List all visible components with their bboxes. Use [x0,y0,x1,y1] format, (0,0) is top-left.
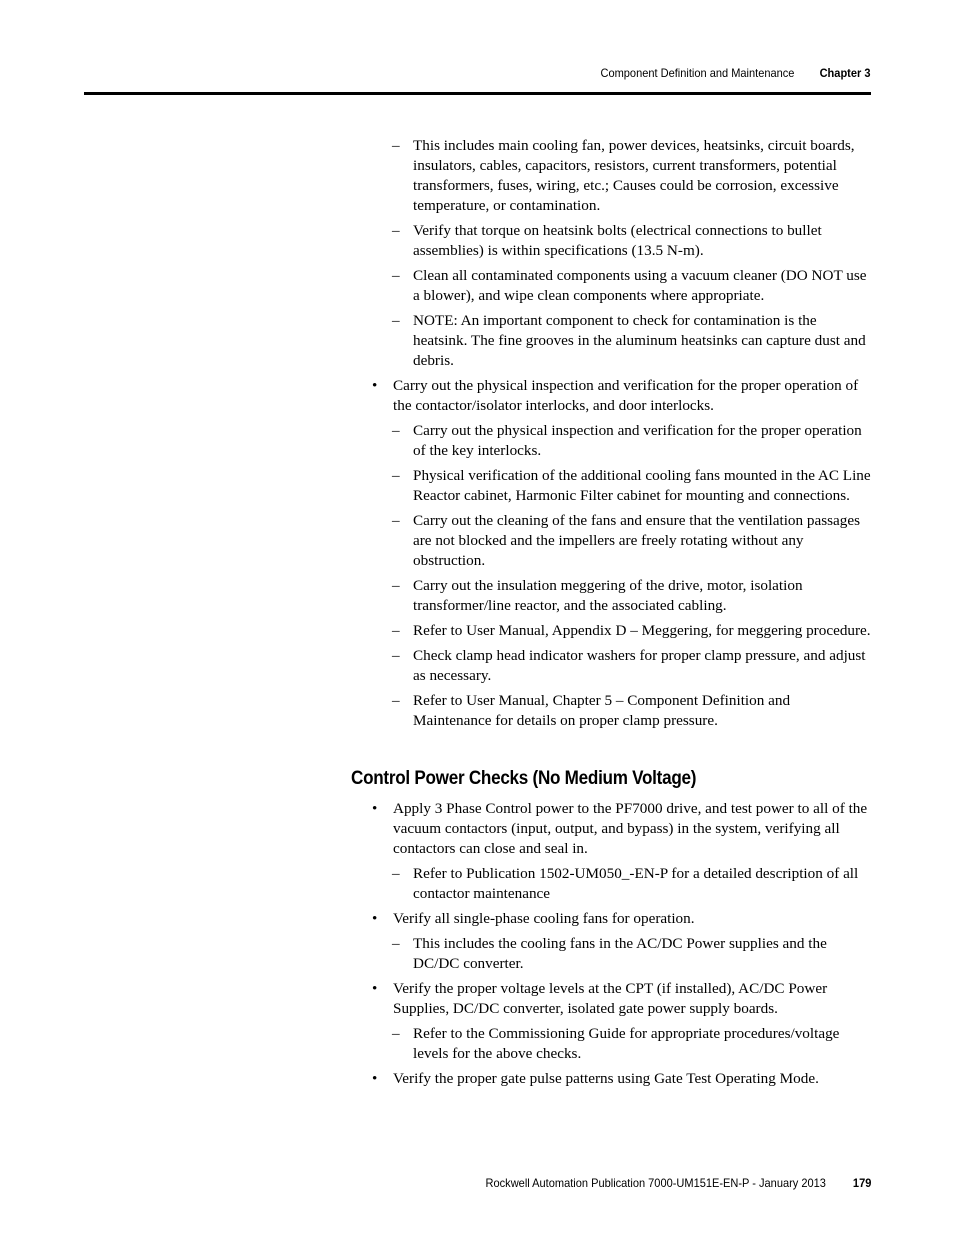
item-text: Refer to Publication 1502-UM050_-EN-P for a detailed description of all contactor maintenance [413,865,859,902]
running-header [601,66,871,80]
main-content [351,136,871,1094]
maintenance-list [351,136,871,731]
dash-marker: – [392,512,400,529]
item-text: This includes the cooling fans in the AC/DC Power supplies and the DC/DC converter. [413,935,827,972]
item-text: Verify all single-phase cooling fans for operation. [393,910,695,927]
header-section-title: Component Definition and Maintenance [600,66,795,80]
dash-marker: – [392,312,400,329]
dash-marker: – [392,692,400,709]
sub-item [351,511,871,571]
dash-marker: – [392,865,400,882]
sub-item [351,136,871,216]
header-chapter-label: Chapter 3 [820,66,871,80]
item-text: Carry out the physical inspection and verification for the proper operation of the contactor/isolator interlocks, and door interlocks. [393,377,859,414]
item-text: NOTE: An important component to check for contamination is the heatsink. The fine grooves in the aluminum heatsinks can capture dust and debris. [413,312,866,369]
bullet-marker: • [372,800,378,817]
bullet-item [351,909,871,929]
page-footer [485,1176,871,1190]
footer-publication: Rockwell Automation Publication 7000-UM151E-EN-P - January 2013 [485,1176,826,1190]
item-text: Carry out the physical inspection and verification for the proper operation of the key interlocks. [413,422,862,459]
item-text: Refer to User Manual, Appendix D – Meggering, for meggering procedure. [413,622,871,639]
sub-item [351,311,871,371]
item-text: This includes main cooling fan, power devices, heatsinks, circuit boards, insulators, cables, capacitors, resistors, current transformers, potential transformers, fuses, wiring, etc.; Causes could be corrosion, excessive temperature, or contamination. [413,137,855,214]
dash-marker: – [392,467,400,484]
page-number: 179 [852,1176,871,1190]
sub-item [351,576,871,616]
sub-item [351,1024,871,1064]
bullet-marker: • [372,980,378,997]
item-text: Clean all contaminated components using a vacuum cleaner (DO NOT use a blower), and wipe clean components where appropriate. [413,267,867,304]
sub-item [351,646,871,686]
item-text: Apply 3 Phase Control power to the PF7000 drive, and test power to all of the vacuum contactors (input, output, and bypass) in the system, verifying all contactors can close and seal in. [393,800,868,857]
sub-item [351,466,871,506]
control-power-checks-list [351,799,871,1089]
sub-item [351,266,871,306]
sub-item [351,691,871,731]
bullet-marker: • [372,1070,378,1087]
dash-marker: – [392,935,400,952]
item-text: Verify the proper voltage levels at the CPT (if installed), AC/DC Power Supplies, DC/DC converter, isolated gate power supply boards. [393,980,828,1017]
sub-item [351,621,871,641]
bullet-item [351,979,871,1019]
bullet-item [351,376,871,416]
item-text: Refer to User Manual, Chapter 5 – Component Definition and Maintenance for details on proper clamp pressure. [413,692,791,729]
bullet-marker: • [372,910,378,927]
dash-marker: – [392,577,400,594]
sub-item [351,221,871,261]
bullet-marker: • [372,377,378,394]
dash-marker: – [392,422,400,439]
item-text: Carry out the cleaning of the fans and ensure that the ventilation passages are not blocked and the impellers are freely rotating without any obstruction. [413,512,861,569]
item-text: Refer to the Commissioning Guide for appropriate procedures/voltage levels for the above checks. [413,1025,840,1062]
item-text: Check clamp head indicator washers for proper clamp pressure, and adjust as necessary. [413,647,866,684]
item-text: Physical verification of the additional cooling fans mounted in the AC Line Reactor cabinet, Harmonic Filter cabinet for mounting and connections. [413,467,871,504]
item-text: Verify the proper gate pulse patterns using Gate Test Operating Mode. [393,1070,819,1087]
dash-marker: – [392,267,400,284]
sub-item [351,421,871,461]
section-heading: Control Power Checks (No Medium Voltage) [351,768,697,789]
sub-item [351,934,871,974]
dash-marker: – [392,622,400,639]
dash-marker: – [392,222,400,239]
bullet-item [351,799,871,859]
bullet-item [351,1069,871,1089]
sub-item [351,864,871,904]
page-header [84,66,871,95]
item-text: Carry out the insulation meggering of the drive, motor, isolation transformer/line reactor, and the associated cabling. [413,577,803,614]
item-text: Verify that torque on heatsink bolts (electrical connections to bullet assemblies) is within specifications (13.5 N-m). [413,222,822,259]
dash-marker: – [392,647,400,664]
dash-marker: – [392,1025,400,1042]
dash-marker: – [392,137,400,154]
